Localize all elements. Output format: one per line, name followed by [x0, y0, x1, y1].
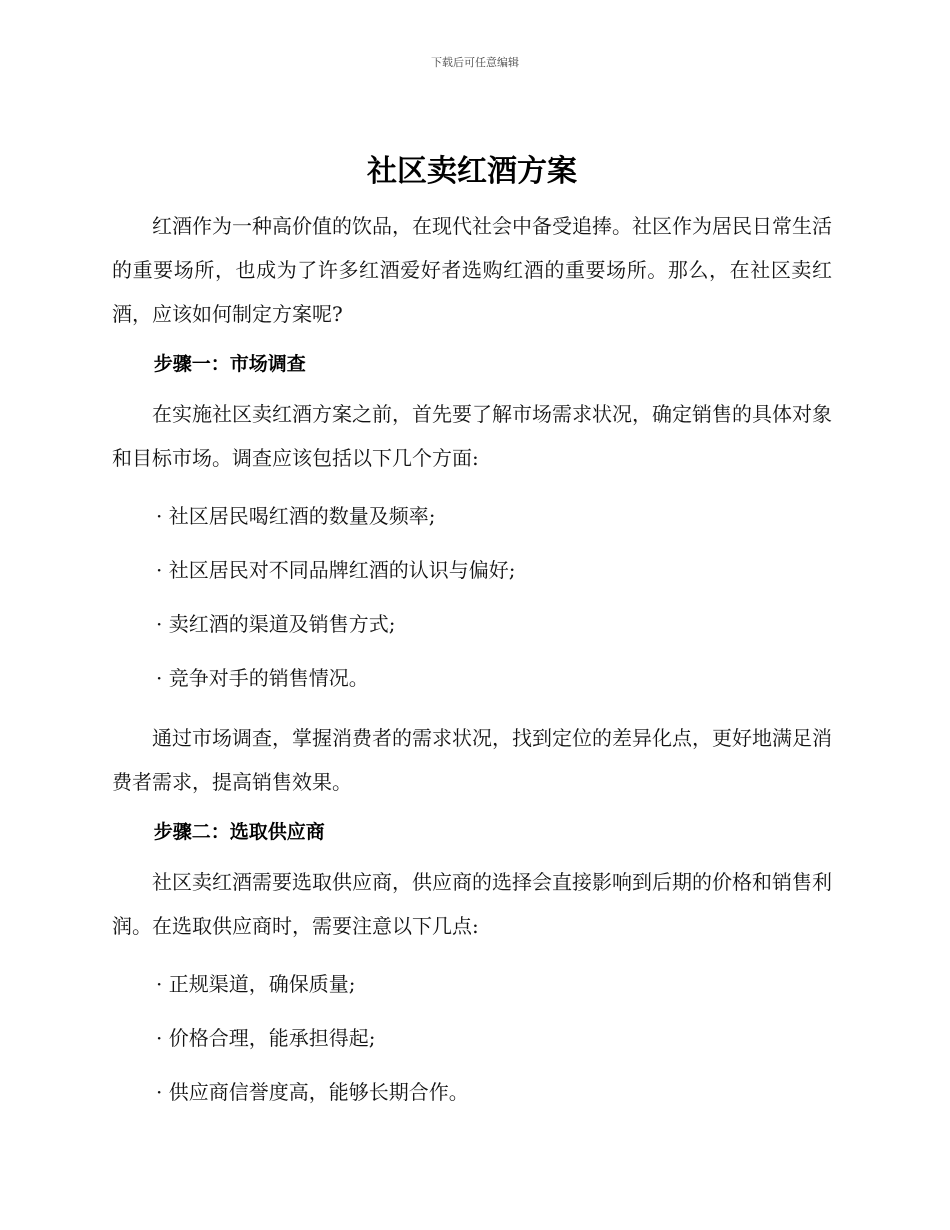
list-item: · 卖红酒的渠道及销售方式; — [156, 612, 396, 636]
section-heading: 步骤二：选取供应商 — [153, 821, 325, 843]
list-item: · 竞争对手的销售情况。 — [156, 666, 369, 690]
section-select-supplier — [112, 816, 832, 1108]
document-body — [112, 150, 832, 1130]
list-item: · 供应商信誉度高，能够长期合作。 — [156, 1080, 469, 1104]
list-item: · 社区居民对不同品牌红酒的认识与偏好; — [156, 558, 516, 582]
bullet-list — [112, 968, 832, 1108]
header-note: 下载后可任意编辑 — [431, 56, 519, 69]
section-market-research — [112, 348, 832, 804]
section-lead-paragraph: 社区卖红酒需要选取供应商，供应商的选择会直接影响到后期的价格和销售利润。在选取供应商时，需要注意以下几点: — [112, 870, 832, 938]
intro-paragraph: 红酒作为一种高价值的饮品，在现代社会中备受追捧。社区作为居民日常生活的重要场所，也成为了许多红酒爱好者选购红酒的重要场所。那么，在社区卖红酒，应该如何制定方案呢? — [112, 214, 832, 326]
list-item: · 社区居民喝红酒的数量及频率; — [156, 504, 436, 528]
section-lead-paragraph: 在实施社区卖红酒方案之前，首先要了解市场需求状况，确定销售的具体对象和目标市场。调查应该包括以下几个方面: — [112, 402, 832, 470]
list-item: · 正规渠道，确保质量; — [156, 972, 356, 996]
bullet-list — [112, 500, 832, 694]
list-item: · 价格合理，能承担得起; — [156, 1026, 376, 1050]
document-title: 社区卖红酒方案 — [367, 154, 577, 189]
section-heading: 步骤一：市场调查 — [153, 353, 306, 375]
section-conclusion-paragraph: 通过市场调查，掌握消费者的需求状况，找到定位的差异化点，更好地满足消费者需求，提高销售效果。 — [112, 726, 832, 794]
